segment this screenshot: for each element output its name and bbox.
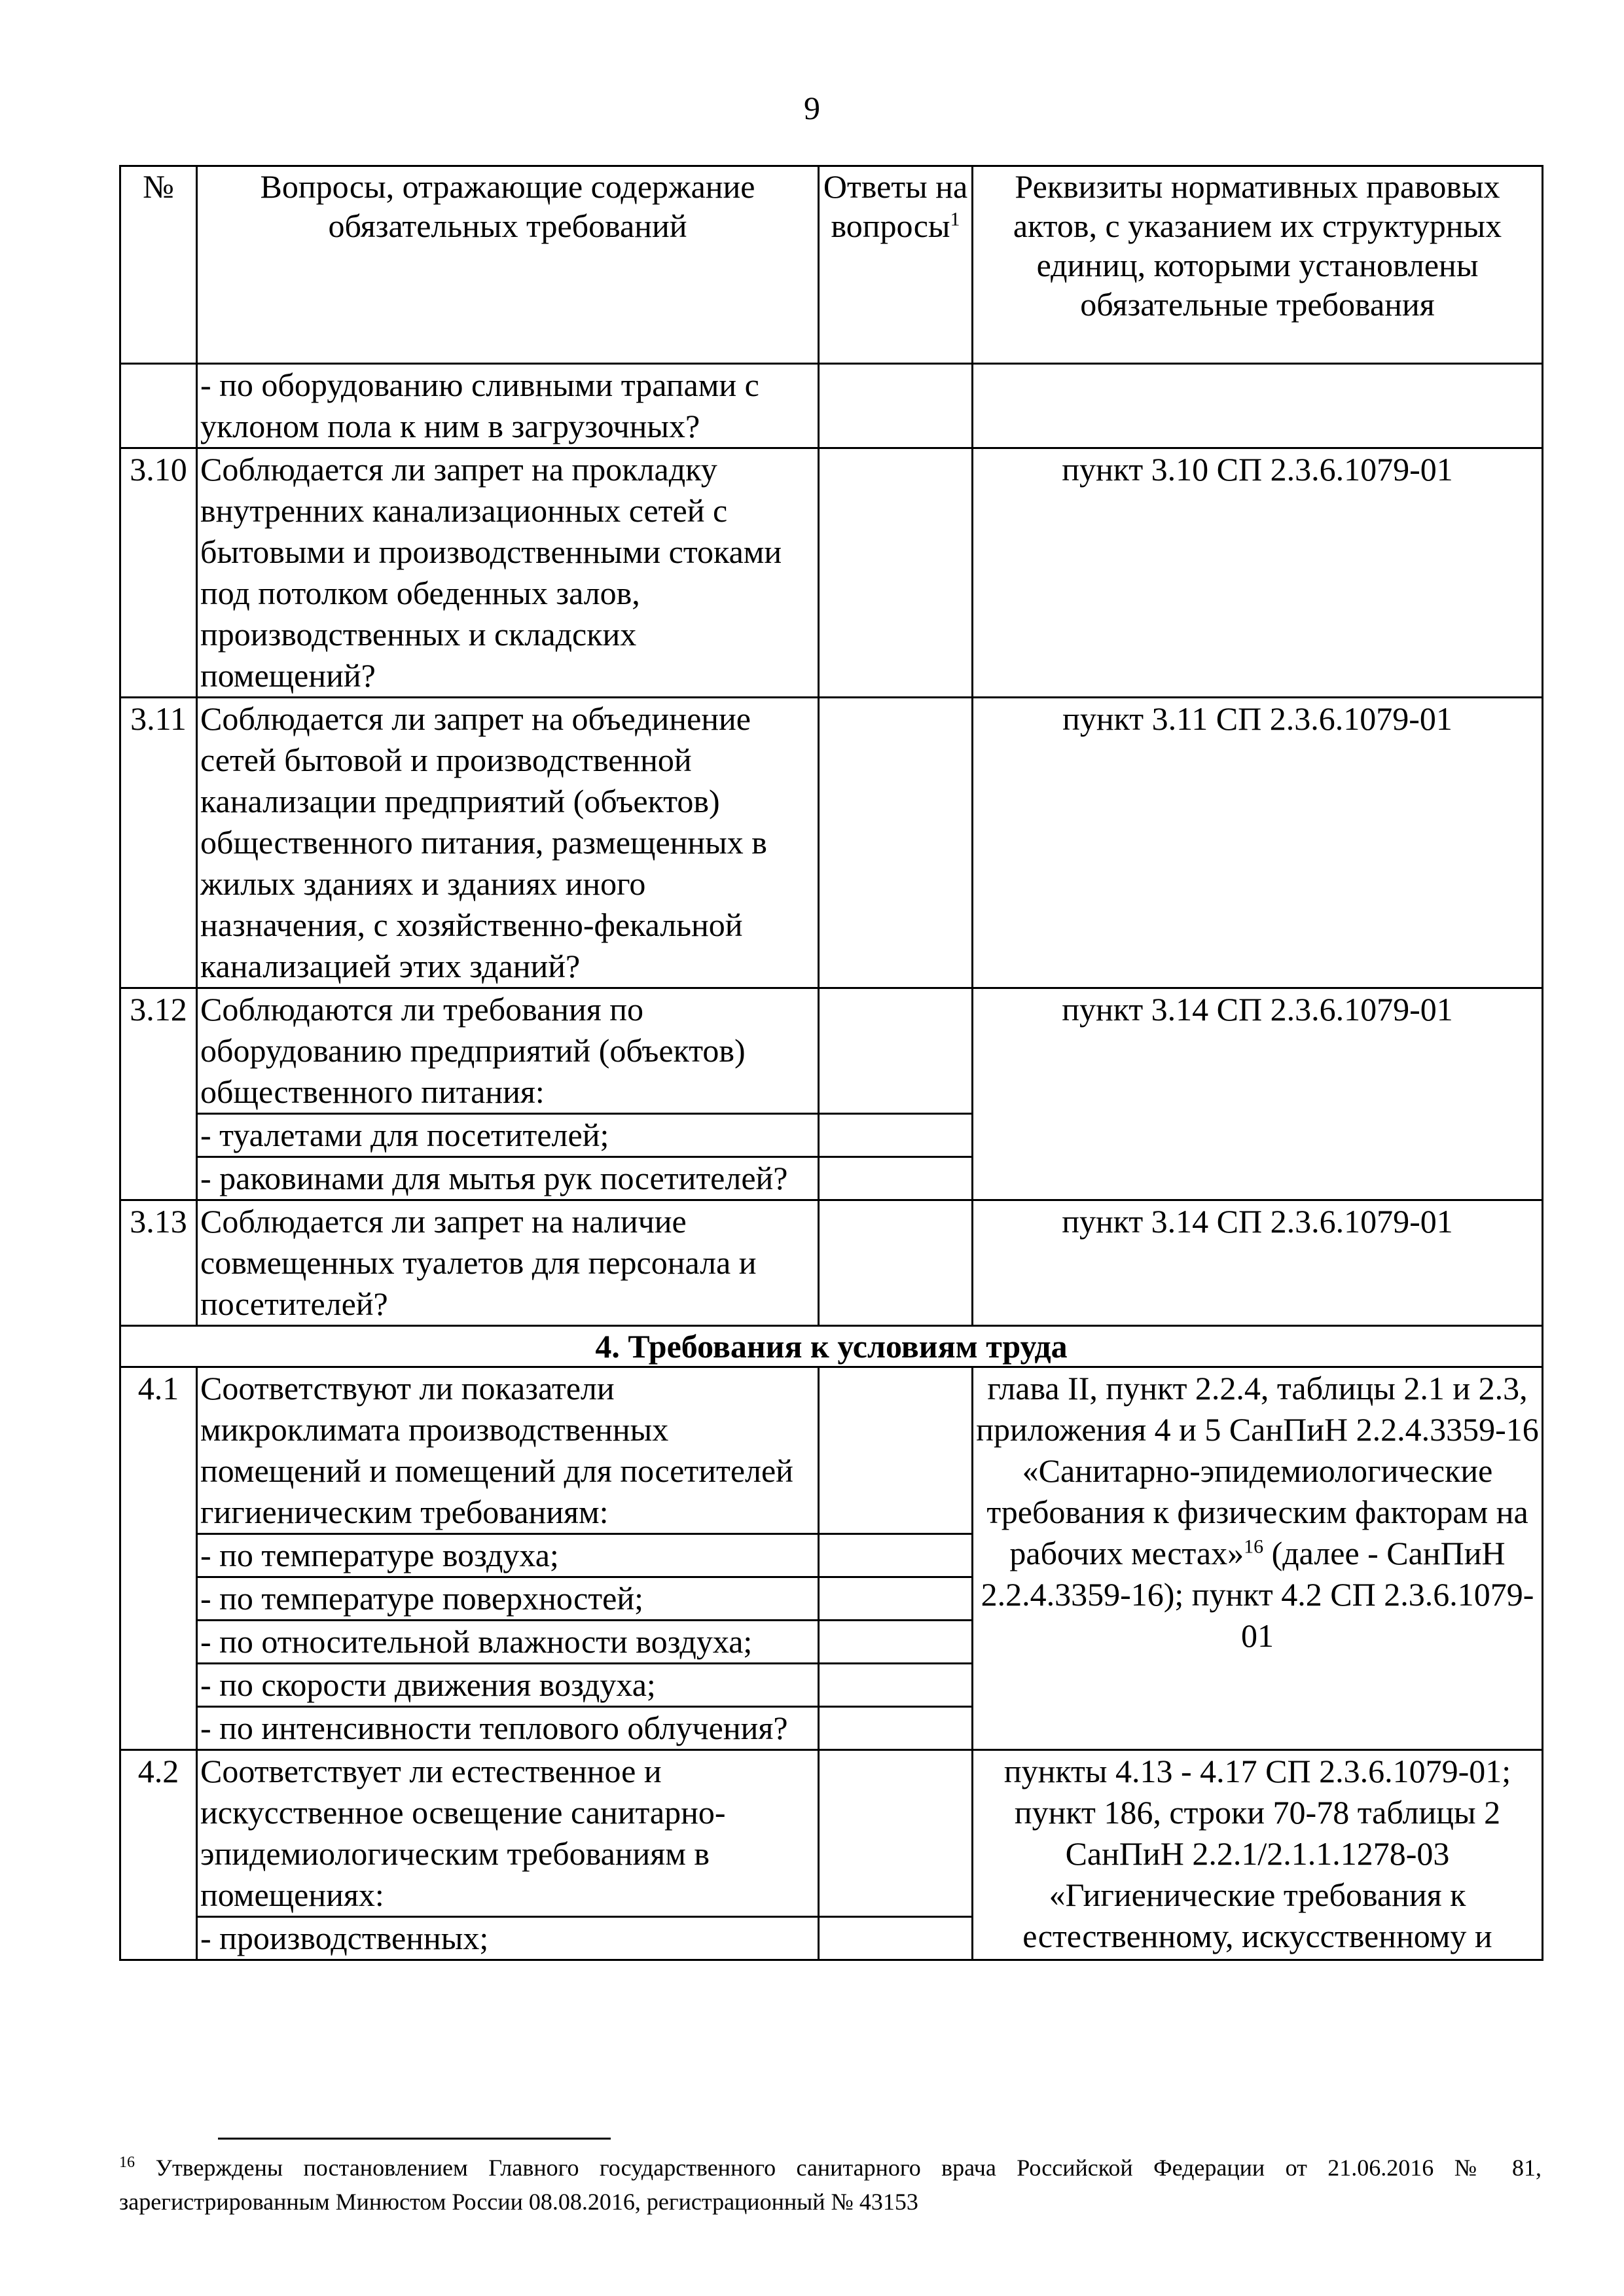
answer-cell [819, 698, 973, 988]
table-row [120, 988, 1543, 1114]
row-subquestion: - по температуре поверхностей; [197, 1577, 819, 1621]
answer-cell [819, 1114, 973, 1157]
row-subquestion: - производственных; [197, 1917, 819, 1960]
row-reference: пункты 4.13 - 4.17 СП 2.3.6.1079-01; пункт 186, строки 70-78 таблицы 2 СанПиН 2.2.1/2.1.1.1278-03 «Гигиенические требования к естественному, искусственному и [973, 1750, 1543, 1960]
row-reference [973, 364, 1543, 448]
reference-text-continued: (далее - СанПиН 2.2.4.3359-16); пункт 4.2 СП 2.3.6.1079-01 [981, 1535, 1534, 1654]
row-num: 3.11 [120, 698, 197, 988]
row-reference: пункт 3.10 СП 2.3.6.1079-01 [973, 448, 1543, 698]
table-header-row [120, 166, 1543, 364]
answer-cell [819, 988, 973, 1114]
header-num: № [120, 166, 197, 364]
row-subquestion: - раковинами для мытья рук посетителей? [197, 1157, 819, 1200]
row-num: 3.13 [120, 1200, 197, 1326]
page-number: 9 [804, 90, 820, 126]
answer-cell [819, 1367, 973, 1534]
answer-cell [819, 1917, 973, 1960]
row-question: - по оборудованию сливными трапами с уклоном пола к ним в загрузочных? [197, 364, 819, 448]
answer-cell [819, 1621, 973, 1664]
footnote-ref: 16 [1244, 1535, 1264, 1558]
answer-cell [819, 1200, 973, 1326]
row-num: 4.1 [120, 1367, 197, 1750]
row-question: Соблюдается ли запрет на прокладку внутренних канализационных сетей с бытовыми и производственными стоками под потолком обеденных залов, производственных и складских помещений? [197, 448, 819, 698]
row-subquestion: - по скорости движения воздуха; [197, 1664, 819, 1707]
reference-text: глава II, пункт 2.2.4, таблицы 2.1 и 2.3, приложения 4 и 5 СанПиН 2.2.4.3359-16 «Санитарно-эпидемиологические требования к физическим факторам на рабочих местах» [976, 1370, 1539, 1571]
row-num: 4.2 [120, 1750, 197, 1960]
header-answer [819, 166, 973, 364]
answer-cell [819, 1157, 973, 1200]
row-question: Соответствует ли естественное и искусственное освещение санитарно-эпидемиологическим требованиям в помещениях: [197, 1750, 819, 1917]
row-subquestion: - туалетами для посетителей; [197, 1114, 819, 1157]
footnote-separator [218, 2138, 611, 2140]
footnote-text: Утверждены постановлением Главного государственного санитарного врача Российской Федерации от 21.06.2016 № 81, зарегистрированным Минюстом России 08.08.2016, регистрационный № 43153 [119, 2155, 1542, 2215]
row-subquestion: - по интенсивности теплового облучения? [197, 1707, 819, 1750]
table-row [120, 1750, 1543, 1917]
row-subquestion: - по температуре воздуха; [197, 1534, 819, 1577]
answer-cell [819, 448, 973, 698]
row-reference [973, 1367, 1543, 1750]
footnote-number: 16 [119, 2154, 135, 2171]
table-row [120, 448, 1543, 698]
row-question: Соблюдается ли запрет на объединение сетей бытовой и производственной канализации предприятий (объектов) общественного питания, размещенных в жилых зданиях и зданиях иного назначения, с хозяйственно-фекальной канализацией этих зданий? [197, 698, 819, 988]
row-question: Соответствуют ли показатели микроклимата производственных помещений и помещений для посетителей гигиеническим требованиям: [197, 1367, 819, 1534]
row-num: 3.12 [120, 988, 197, 1200]
table-row [120, 364, 1543, 448]
answer-cell [819, 1534, 973, 1577]
answer-cell [819, 364, 973, 448]
row-num: 3.10 [120, 448, 197, 698]
row-reference: пункт 3.11 СП 2.3.6.1079-01 [973, 698, 1543, 988]
row-question: Соблюдается ли запрет на наличие совмещенных туалетов для персонала и посетителей? [197, 1200, 819, 1326]
answer-cell [819, 1707, 973, 1750]
section-heading-row [120, 1326, 1543, 1367]
header-reference: Реквизиты нормативных правовых актов, с указанием их структурных единиц, которыми установлены обязательные требования [973, 166, 1543, 364]
answer-cell [819, 1577, 973, 1621]
row-reference: пункт 3.14 СП 2.3.6.1079-01 [973, 988, 1543, 1200]
row-num [120, 364, 197, 448]
row-subquestion: - по относительной влажности воздуха; [197, 1621, 819, 1664]
answer-cell [819, 1750, 973, 1917]
table-row [120, 1367, 1543, 1534]
row-reference: пункт 3.14 СП 2.3.6.1079-01 [973, 1200, 1543, 1326]
table-row [120, 698, 1543, 988]
requirements-table [119, 165, 1543, 1961]
header-answer-footnote-ref: 1 [950, 208, 960, 230]
row-question: Соблюдаются ли требования по оборудованию предприятий (объектов) общественного питания: [197, 988, 819, 1114]
footnote [119, 2151, 1542, 2219]
section-title: 4. Требования к условиям труда [120, 1326, 1543, 1367]
header-answer-text: Ответы на вопросы [823, 168, 968, 244]
header-question: Вопросы, отражающие содержание обязательных требований [197, 166, 819, 364]
answer-cell [819, 1664, 973, 1707]
table-row [120, 1200, 1543, 1326]
